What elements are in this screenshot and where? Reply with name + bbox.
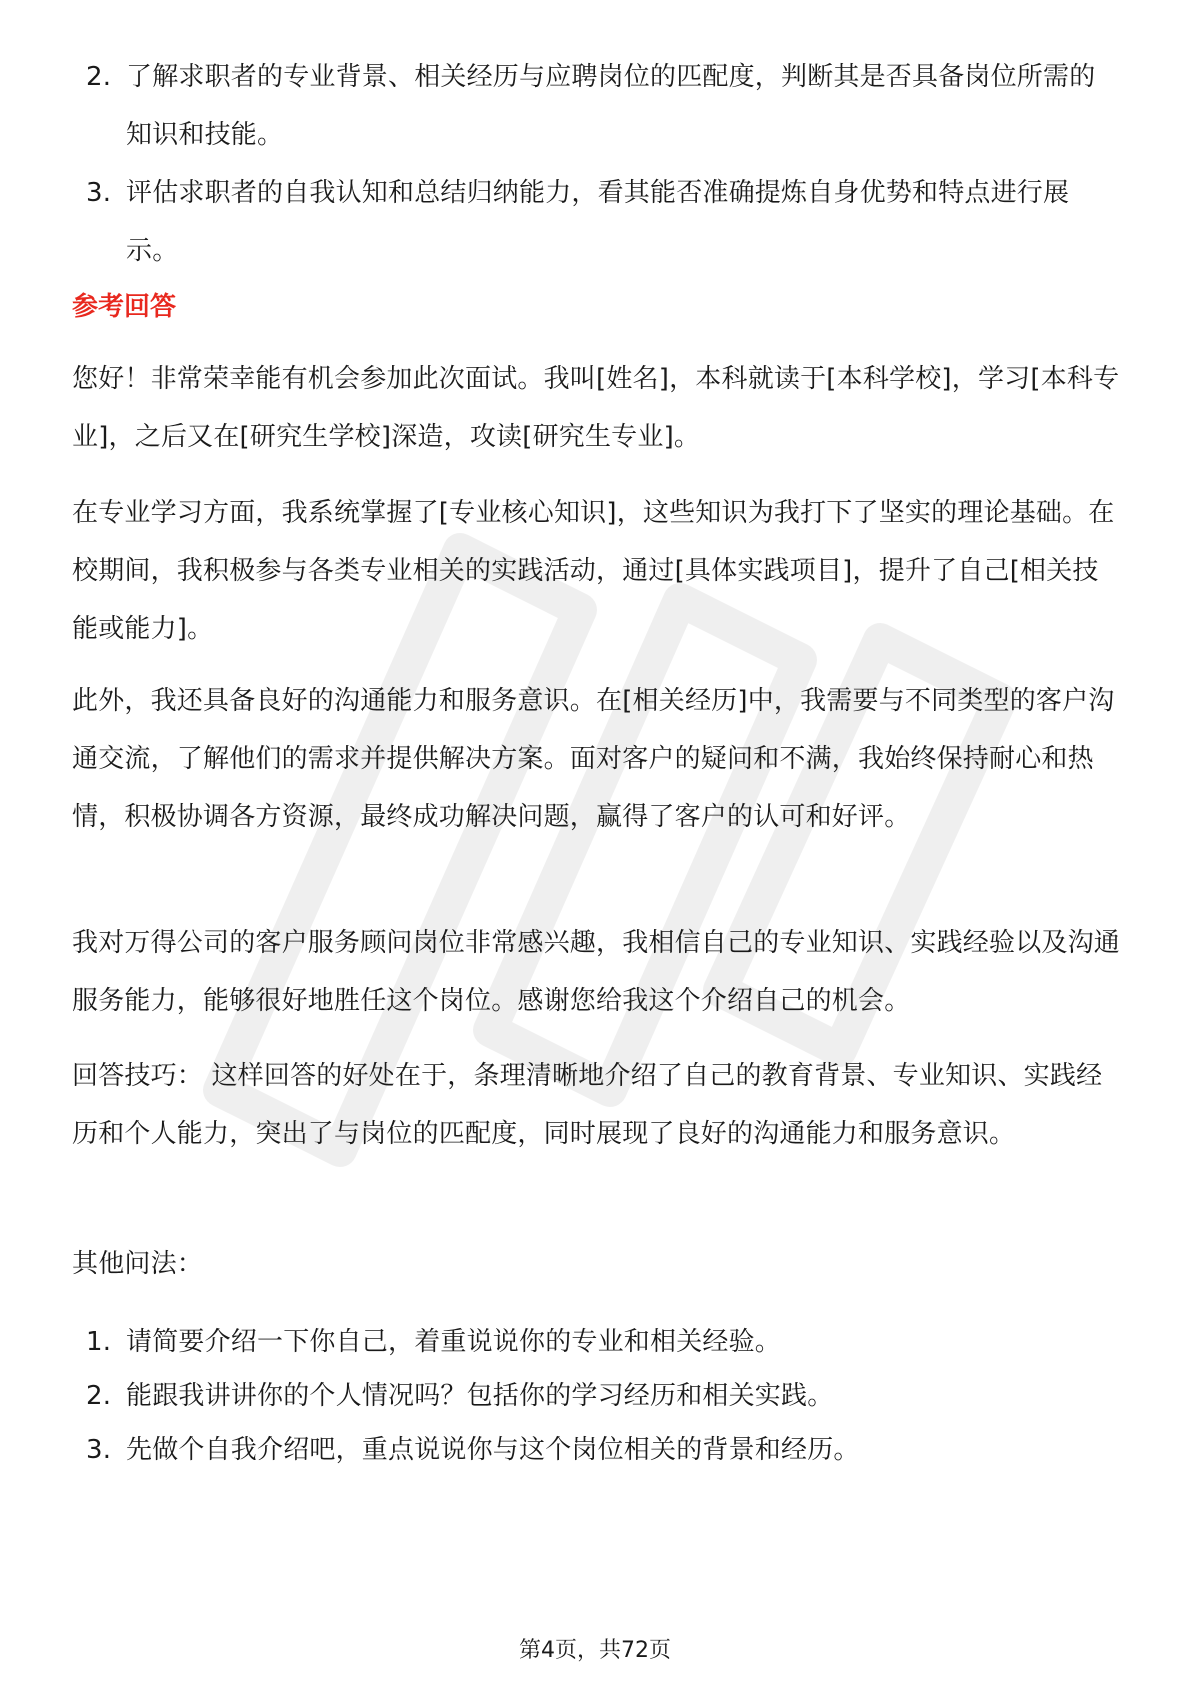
list-number: 2. <box>86 1381 112 1411</box>
answer-paragraph <box>72 672 1120 846</box>
list-text: 先做个自我介绍吧，重点说说你与这个岗位相关的背景和经历。 <box>126 1435 860 1465</box>
list-text: 请简要介绍一下你自己，着重说说你的专业和相关经验。 <box>126 1327 782 1357</box>
list-item <box>72 1423 1120 1477</box>
list-number: 2. <box>86 62 112 92</box>
other-questions-label-block <box>72 1235 1120 1293</box>
paragraph-study: 在专业学习方面，我系统掌握了[专业核心知识]，这些知识为我打下了坚实的理论基础。在校期间，我积极参与各类专业相关的实践活动，通过[具体实践项目]，提升了自己[相关技能或能力]。 <box>72 498 1115 644</box>
paragraph-interest: 我对万得公司的客户服务顾问岗位非常感兴趣，我相信自己的专业知识、实践经验以及沟通服务能力，能够很好地胜任这个岗位。感谢您给我这个介绍自己的机会。 <box>72 928 1121 1016</box>
list-text: 了解求职者的专业背景、相关经历与应聘岗位的匹配度，判断其是否具备岗位所需的知识和技能。 <box>126 62 1096 150</box>
answer-paragraph <box>72 914 1120 1030</box>
list-text: 能跟我讲讲你的个人情况吗？包括你的学习经历和相关实践。 <box>126 1381 834 1411</box>
section-heading: 参考回答 <box>72 292 177 322</box>
list-number: 3. <box>86 1435 112 1465</box>
tips-paragraph <box>72 1047 1120 1163</box>
answer-paragraph <box>72 350 1120 466</box>
paragraph-communication: 此外，我还具备良好的沟通能力和服务意识。在[相关经历]中，我需要与不同类型的客户沟通交流，了解他们的需求并提供解决方案。面对客户的疑问和不满，我始终保持耐心和热情，积极协调各方资源，最终成功解决问题，赢得了客户的认可和好评。 <box>72 686 1115 832</box>
list-item <box>72 1369 1120 1423</box>
paragraph-intro: 您好！非常荣幸能有机会参加此次面试。我叫[姓名]，本科就读于[本科学校]，学习[本科专业]，之后又在[研究生学校]深造，攻读[研究生专业]。 <box>72 364 1120 452</box>
answer-paragraph <box>72 484 1120 658</box>
list-item <box>72 164 1120 280</box>
list-text: 评估求职者的自我认知和总结归纳能力，看其能否准确提炼自身优势和特点进行展示。 <box>126 178 1070 266</box>
top-list-block <box>72 48 1120 280</box>
list-number: 3. <box>86 178 112 208</box>
list-item <box>72 1315 1120 1369</box>
other-questions-label: 其他问法： <box>72 1249 204 1279</box>
page-footer: 第4页，共72页 <box>519 1638 671 1663</box>
other-questions-list <box>72 1315 1120 1477</box>
paragraph-tips: 回答技巧： 这样回答的好处在于，条理清晰地介绍了自己的教育背景、专业知识、实践经历和个人能力，突出了与岗位的匹配度，同时展现了良好的沟通能力和服务意识。 <box>72 1061 1103 1149</box>
list-number: 1. <box>86 1327 112 1357</box>
list-item <box>72 48 1120 164</box>
